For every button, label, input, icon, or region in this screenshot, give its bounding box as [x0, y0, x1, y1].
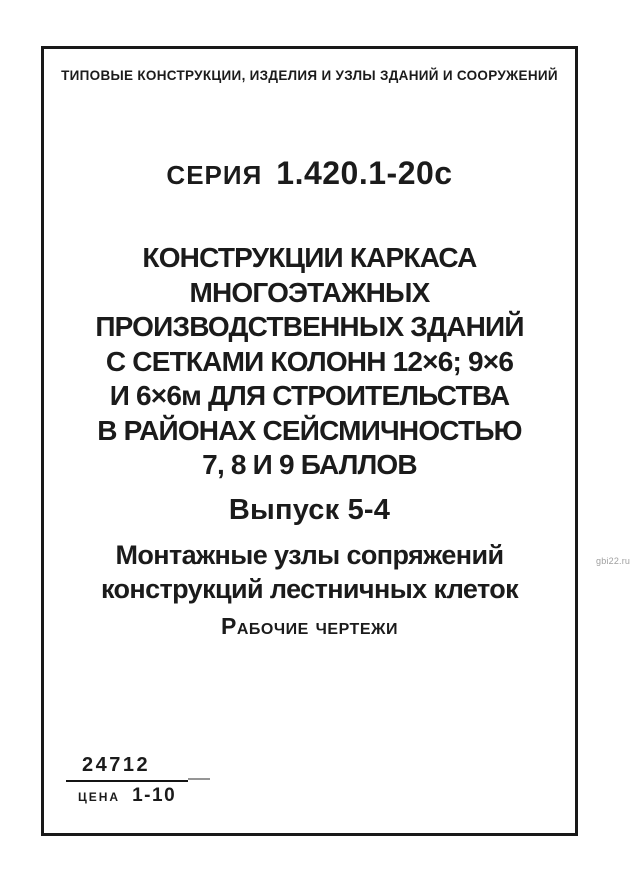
main-title-line: МНОГОЭТАЖНЫХ [189, 276, 430, 308]
main-title-line: И 6×6м ДЛЯ СТРОИТЕЛЬСТВА [109, 380, 510, 411]
price-row [66, 785, 236, 807]
footer-block [66, 754, 236, 807]
footer-rule-line [66, 780, 188, 782]
catalog-number: 24712 [82, 754, 151, 776]
main-title-line: В РАЙОНАХ СЕЙСМИЧНОСТЬЮ [97, 414, 522, 446]
document-type-label: Рабочие чертежи [221, 613, 398, 639]
series-number: 1.420.1-20с [276, 155, 453, 191]
subtitle-line: Монтажные узлы сопряжений [115, 540, 504, 570]
subtitle-line: конструкций лестничных клеток [100, 574, 519, 604]
document-category-header: ТИПОВЫЕ КОНСТРУКЦИИ, ИЗДЕЛИЯ И УЗЛЫ ЗДАНИЙ И СООРУЖЕНИЙ [61, 68, 558, 83]
price-label: ЦЕНА [78, 790, 121, 804]
footer-rule-extension [188, 778, 210, 780]
series-line [41, 155, 578, 192]
subtitle [41, 538, 578, 606]
issue-number: Выпуск 5-4 [228, 494, 391, 526]
main-title-line: С СЕТКАМИ КОЛОНН 12×6; 9×6 [105, 345, 514, 377]
series-label: СЕРИЯ [166, 160, 263, 190]
main-title-line: КОНСТРУКЦИИ КАРКАСА [142, 242, 477, 273]
main-title [41, 241, 578, 483]
price-value: 1-10 [132, 785, 177, 806]
site-watermark: gbi22.ru [596, 556, 631, 566]
main-title-line: 7, 8 И 9 БАЛЛОВ [202, 449, 417, 480]
main-title-line: ПРОИЗВОДСТВЕННЫХ ЗДАНИЙ [95, 311, 524, 342]
